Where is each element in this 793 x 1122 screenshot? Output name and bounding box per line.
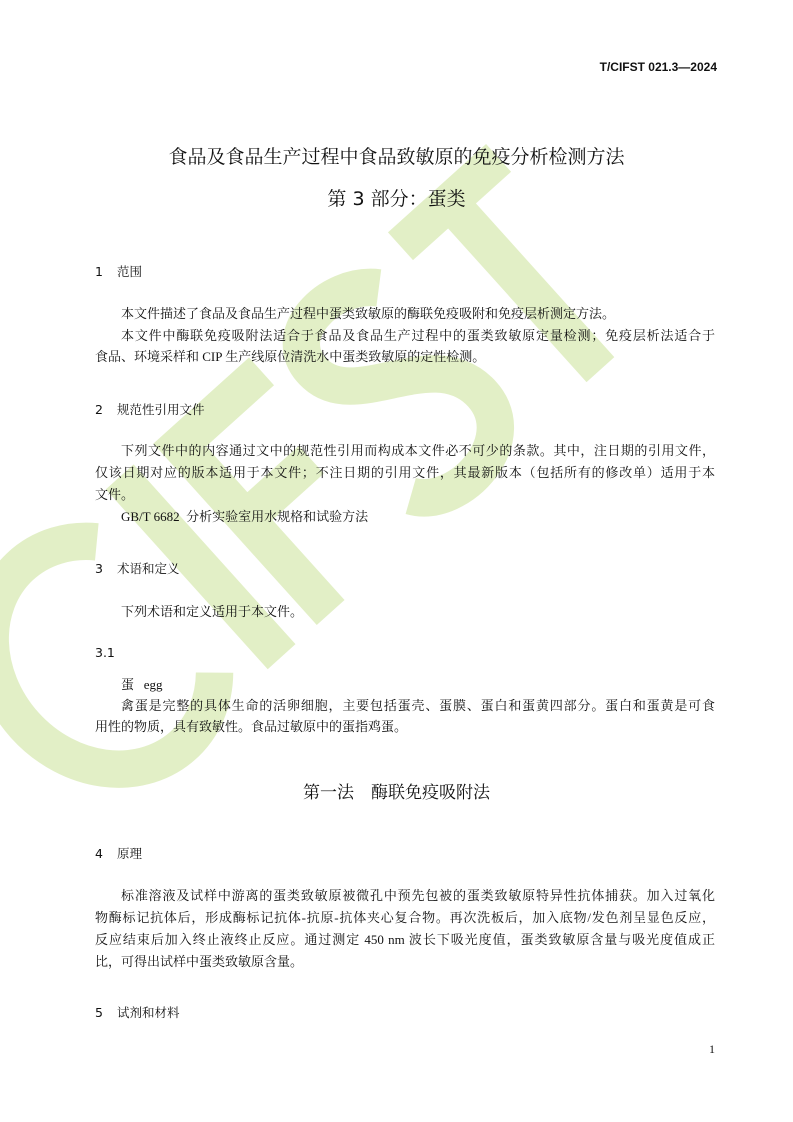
section-heading-terms: 3 术语和定义 xyxy=(95,561,180,576)
paragraph-line: 下列文件中的内容通过文中的规范性引用而构成本文件必不可少的条款。其中，注日期的引用文件， xyxy=(121,443,715,458)
section-heading-principle: 4 原理 xyxy=(95,846,143,861)
term-zh: 蛋 xyxy=(121,678,135,693)
standard-number: T/CIFST 021.3—2024 xyxy=(599,60,717,74)
paragraph-line: 下列术语和定义适用于本文件。 xyxy=(121,604,304,619)
paragraph-line: 比，可得出试样中蛋类致敏原含量。 xyxy=(95,954,304,969)
paragraph-line: 食品、环境采样和 CIP 生产线原位清洗水中蛋类致敏原的定性检测。 xyxy=(95,349,486,364)
section-heading-scope: 1 范围 xyxy=(95,264,143,279)
term-en: egg xyxy=(143,677,163,692)
paragraph-line: 本文件中酶联免疫吸附法适合于食品及食品生产过程中的蛋类致敏原定量检测；免疫层析法适合于 xyxy=(121,328,715,343)
paragraph-line: 标准溶液及试样中游离的蛋类致敏原被微孔中预先包被的蛋类致敏原特异性抗体捕获。加入过氧化 xyxy=(121,888,715,903)
document-title: 食品及食品生产过程中食品致敏原的免疫分析检测方法 xyxy=(168,146,625,168)
paragraph-line: 物酶标记抗体后，形成酶标记抗体-抗原-抗体夹心复合物。再次洗板后，加入底物/发色剂呈显色反应， xyxy=(95,910,715,925)
section-heading-reagents: 5 试剂和材料 xyxy=(95,1005,180,1020)
paragraph-line: 用性的物质，具有致敏性。食品过敏原中的蛋指鸡蛋。 xyxy=(95,719,408,734)
section-heading-normative-references: 2 规范性引用文件 xyxy=(95,402,205,417)
term-number: 3.1 xyxy=(95,645,115,660)
paragraph-line: 仅该日期对应的版本适用于本文件；不注日期的引用文件，其最新版本（包括所有的修改单）适用于本 xyxy=(95,465,715,480)
page-number: 1 xyxy=(709,1042,715,1056)
document-subtitle: 第 3 部分：蛋类 xyxy=(327,188,466,210)
paragraph-line: 文件。 xyxy=(95,487,135,502)
paragraph-line: 本文件描述了食品及食品生产过程中蛋类致敏原的酶联免疫吸附和免疫层析测定方法。 xyxy=(121,306,616,321)
method-heading: 第一法 酶联免疫吸附法 xyxy=(303,783,490,803)
paragraph-line: 反应结束后加入终止液终止反应。通过测定 450 nm 波长下吸光度值，蛋类致敏原含量与吸光度值成正 xyxy=(95,932,715,947)
term-name xyxy=(121,677,715,693)
paragraph-line: 禽蛋是完整的具体生命的活卵细胞，主要包括蛋壳、蛋膜、蛋白和蛋黄四部分。蛋白和蛋黄是可食 xyxy=(121,698,715,713)
reference-item: GB/T 6682 分析实验室用水规格和试验方法 xyxy=(121,509,369,524)
